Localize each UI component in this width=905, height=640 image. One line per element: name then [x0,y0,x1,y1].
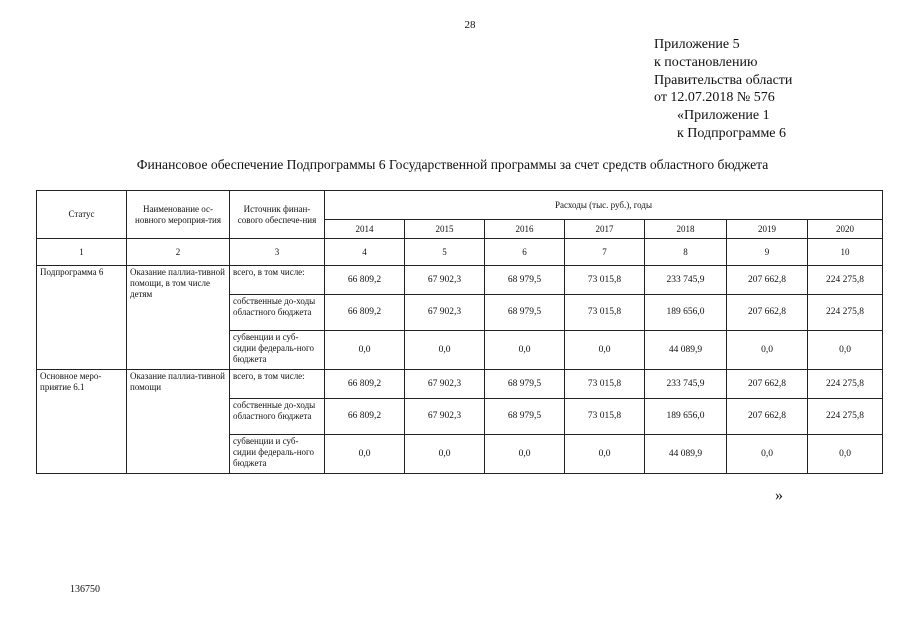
source-cell: собственные до-ходы областного бюджета [230,399,325,435]
value-cell: 224 275,8 [808,266,883,295]
value-cell: 73 015,8 [565,399,645,435]
value-cell: 224 275,8 [808,370,883,399]
source-cell: всего, в том числе: [230,370,325,399]
value-cell: 0,0 [808,331,883,370]
table-row [37,370,883,399]
value-cell: 0,0 [485,435,565,474]
value-cell: 68 979,5 [485,399,565,435]
appendix-block [654,36,884,143]
name-cell: Оказание паллиа-тивной помощи [127,370,230,474]
column-number: 8 [645,239,727,266]
value-cell: 73 015,8 [565,295,645,331]
header-year: 2018 [645,220,727,239]
header-source: Источник финан-сового обеспече-ния [230,191,325,239]
value-cell: 189 656,0 [645,295,727,331]
source-cell: всего, в том числе: [230,266,325,295]
source-cell: собственные до-ходы областного бюджета [230,295,325,331]
closing-quote: » [775,487,783,504]
column-number: 3 [230,239,325,266]
appendix-line: к Подпрограмме 6 [677,125,787,141]
page-number: 28 [464,19,476,31]
value-cell: 68 979,5 [485,295,565,331]
header-year: 2014 [325,220,405,239]
table-body [37,191,883,474]
value-cell: 0,0 [727,435,808,474]
header-year: 2019 [727,220,808,239]
column-number: 2 [127,239,230,266]
value-cell: 66 809,2 [325,266,405,295]
value-cell: 0,0 [405,331,485,370]
value-cell: 0,0 [808,435,883,474]
column-number: 6 [485,239,565,266]
value-cell: 233 745,9 [645,266,727,295]
value-cell: 67 902,3 [405,295,485,331]
value-cell: 67 902,3 [405,370,485,399]
value-cell: 66 809,2 [325,399,405,435]
value-cell: 207 662,8 [727,295,808,331]
appendix-line: Приложение 5 [654,37,740,52]
name-cell: Оказание паллиа-тивной помощи, в том числе детям [127,266,230,370]
value-cell: 67 902,3 [405,399,485,435]
column-number: 5 [405,239,485,266]
value-cell: 73 015,8 [565,370,645,399]
column-number: 1 [37,239,127,266]
value-cell: 207 662,8 [727,370,808,399]
value-cell: 67 902,3 [405,266,485,295]
value-cell: 0,0 [325,331,405,370]
value-cell: 0,0 [325,435,405,474]
status-cell: Подпрограмма 6 [37,266,127,370]
value-cell: 44 089,9 [645,435,727,474]
value-cell: 0,0 [727,331,808,370]
value-cell: 224 275,8 [808,295,883,331]
header-year: 2015 [405,220,485,239]
table-row [37,266,883,295]
source-cell: субвенции и суб-сидии федераль-ного бюджета [230,435,325,474]
value-cell: 73 015,8 [565,266,645,295]
financing-table [36,190,883,474]
column-numbers-row [37,239,883,266]
column-number: 7 [565,239,645,266]
source-cell: субвенции и суб-сидии федераль-ного бюджета [230,331,325,370]
value-cell: 189 656,0 [645,399,727,435]
column-number: 4 [325,239,405,266]
column-number: 9 [727,239,808,266]
value-cell: 66 809,2 [325,370,405,399]
header-year: 2020 [808,220,883,239]
status-cell: Основное меро-приятие 6.1 [37,370,127,474]
appendix-line: «Приложение 1 [677,108,770,124]
document-code: 136750 [70,584,100,595]
header-name: Наименование ос-новного мероприя-тия [127,191,230,239]
appendix-line: Правительства области [654,72,793,88]
value-cell: 0,0 [565,331,645,370]
value-cell: 68 979,5 [485,370,565,399]
value-cell: 207 662,8 [727,399,808,435]
value-cell: 66 809,2 [325,295,405,331]
value-cell: 233 745,9 [645,370,727,399]
document-title: Финансовое обеспечение Подпрограммы 6 Государственной программы за счет средств областного бюджета [136,157,769,172]
appendix-line: от 12.07.2018 № 576 [654,90,775,106]
value-cell: 44 089,9 [645,331,727,370]
value-cell: 0,0 [565,435,645,474]
header-year: 2016 [485,220,565,239]
header-row [37,191,883,220]
value-cell: 0,0 [405,435,485,474]
header-status: Статус [37,191,127,239]
header-expenses: Расходы (тыс. руб.), годы [325,191,883,220]
header-year: 2017 [565,220,645,239]
value-cell: 224 275,8 [808,399,883,435]
value-cell: 68 979,5 [485,266,565,295]
column-number: 10 [808,239,883,266]
value-cell: 207 662,8 [727,266,808,295]
appendix-line: к постановлению [654,54,758,70]
value-cell: 0,0 [485,331,565,370]
